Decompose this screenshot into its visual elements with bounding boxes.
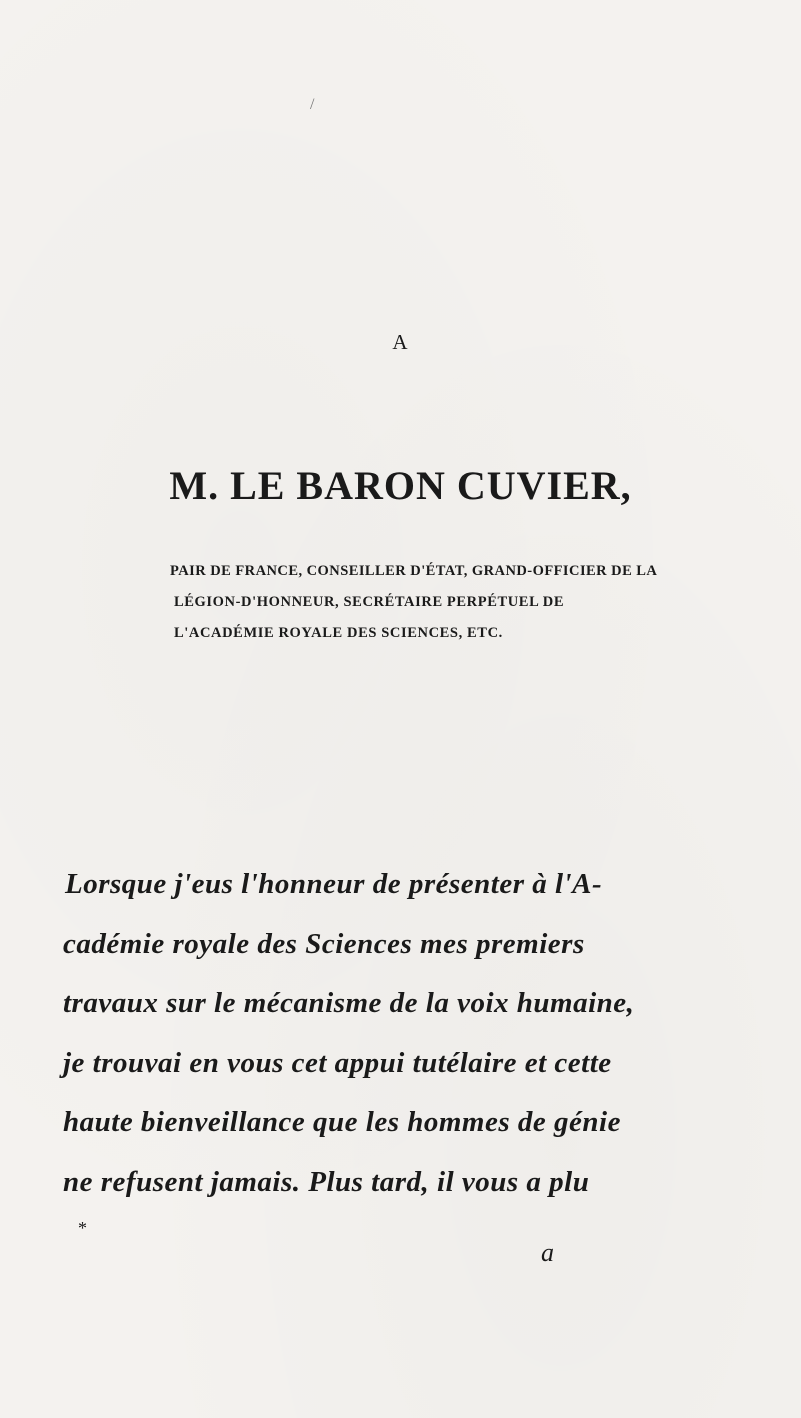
- body-line-6: ne refusent jamais. Plus tard, il vous a plu: [63, 1165, 590, 1198]
- titles-line-3: L'ACADÉMIE ROYALE DES SCIENCES, ETC.: [174, 625, 503, 641]
- signature-mark: *: [78, 1218, 87, 1238]
- catchword: a: [541, 1238, 554, 1267]
- stray-mark: /: [310, 96, 315, 113]
- dedication-preposition: A: [392, 330, 409, 354]
- body-line-1: Lorsque j'eus l'honneur de présenter à l'A-: [65, 868, 603, 900]
- body-line-5: haute bienveillance que les hommes de génie: [63, 1106, 621, 1138]
- titles-line-2: LÉGION-D'HONNEUR, SECRÉTAIRE PERPÉTUEL DE: [174, 594, 565, 610]
- titles-line-1: PAIR DE FRANCE, CONSEILLER D'ÉTAT, GRAND-OFFICIER DE LA: [170, 563, 658, 579]
- body-line-3: travaux sur le mécanisme de la voix humaine,: [63, 987, 635, 1019]
- body-line-4: je trouvai en vous cet appui tutélaire et cette: [63, 1046, 612, 1079]
- body-paragraph: [63, 855, 743, 1212]
- dedicatee-name: M. LE BARON CUVIER,: [169, 463, 632, 508]
- dedicatee-titles: [170, 556, 658, 649]
- body-line-2: cadémie royale des Sciences mes premiers: [63, 927, 585, 960]
